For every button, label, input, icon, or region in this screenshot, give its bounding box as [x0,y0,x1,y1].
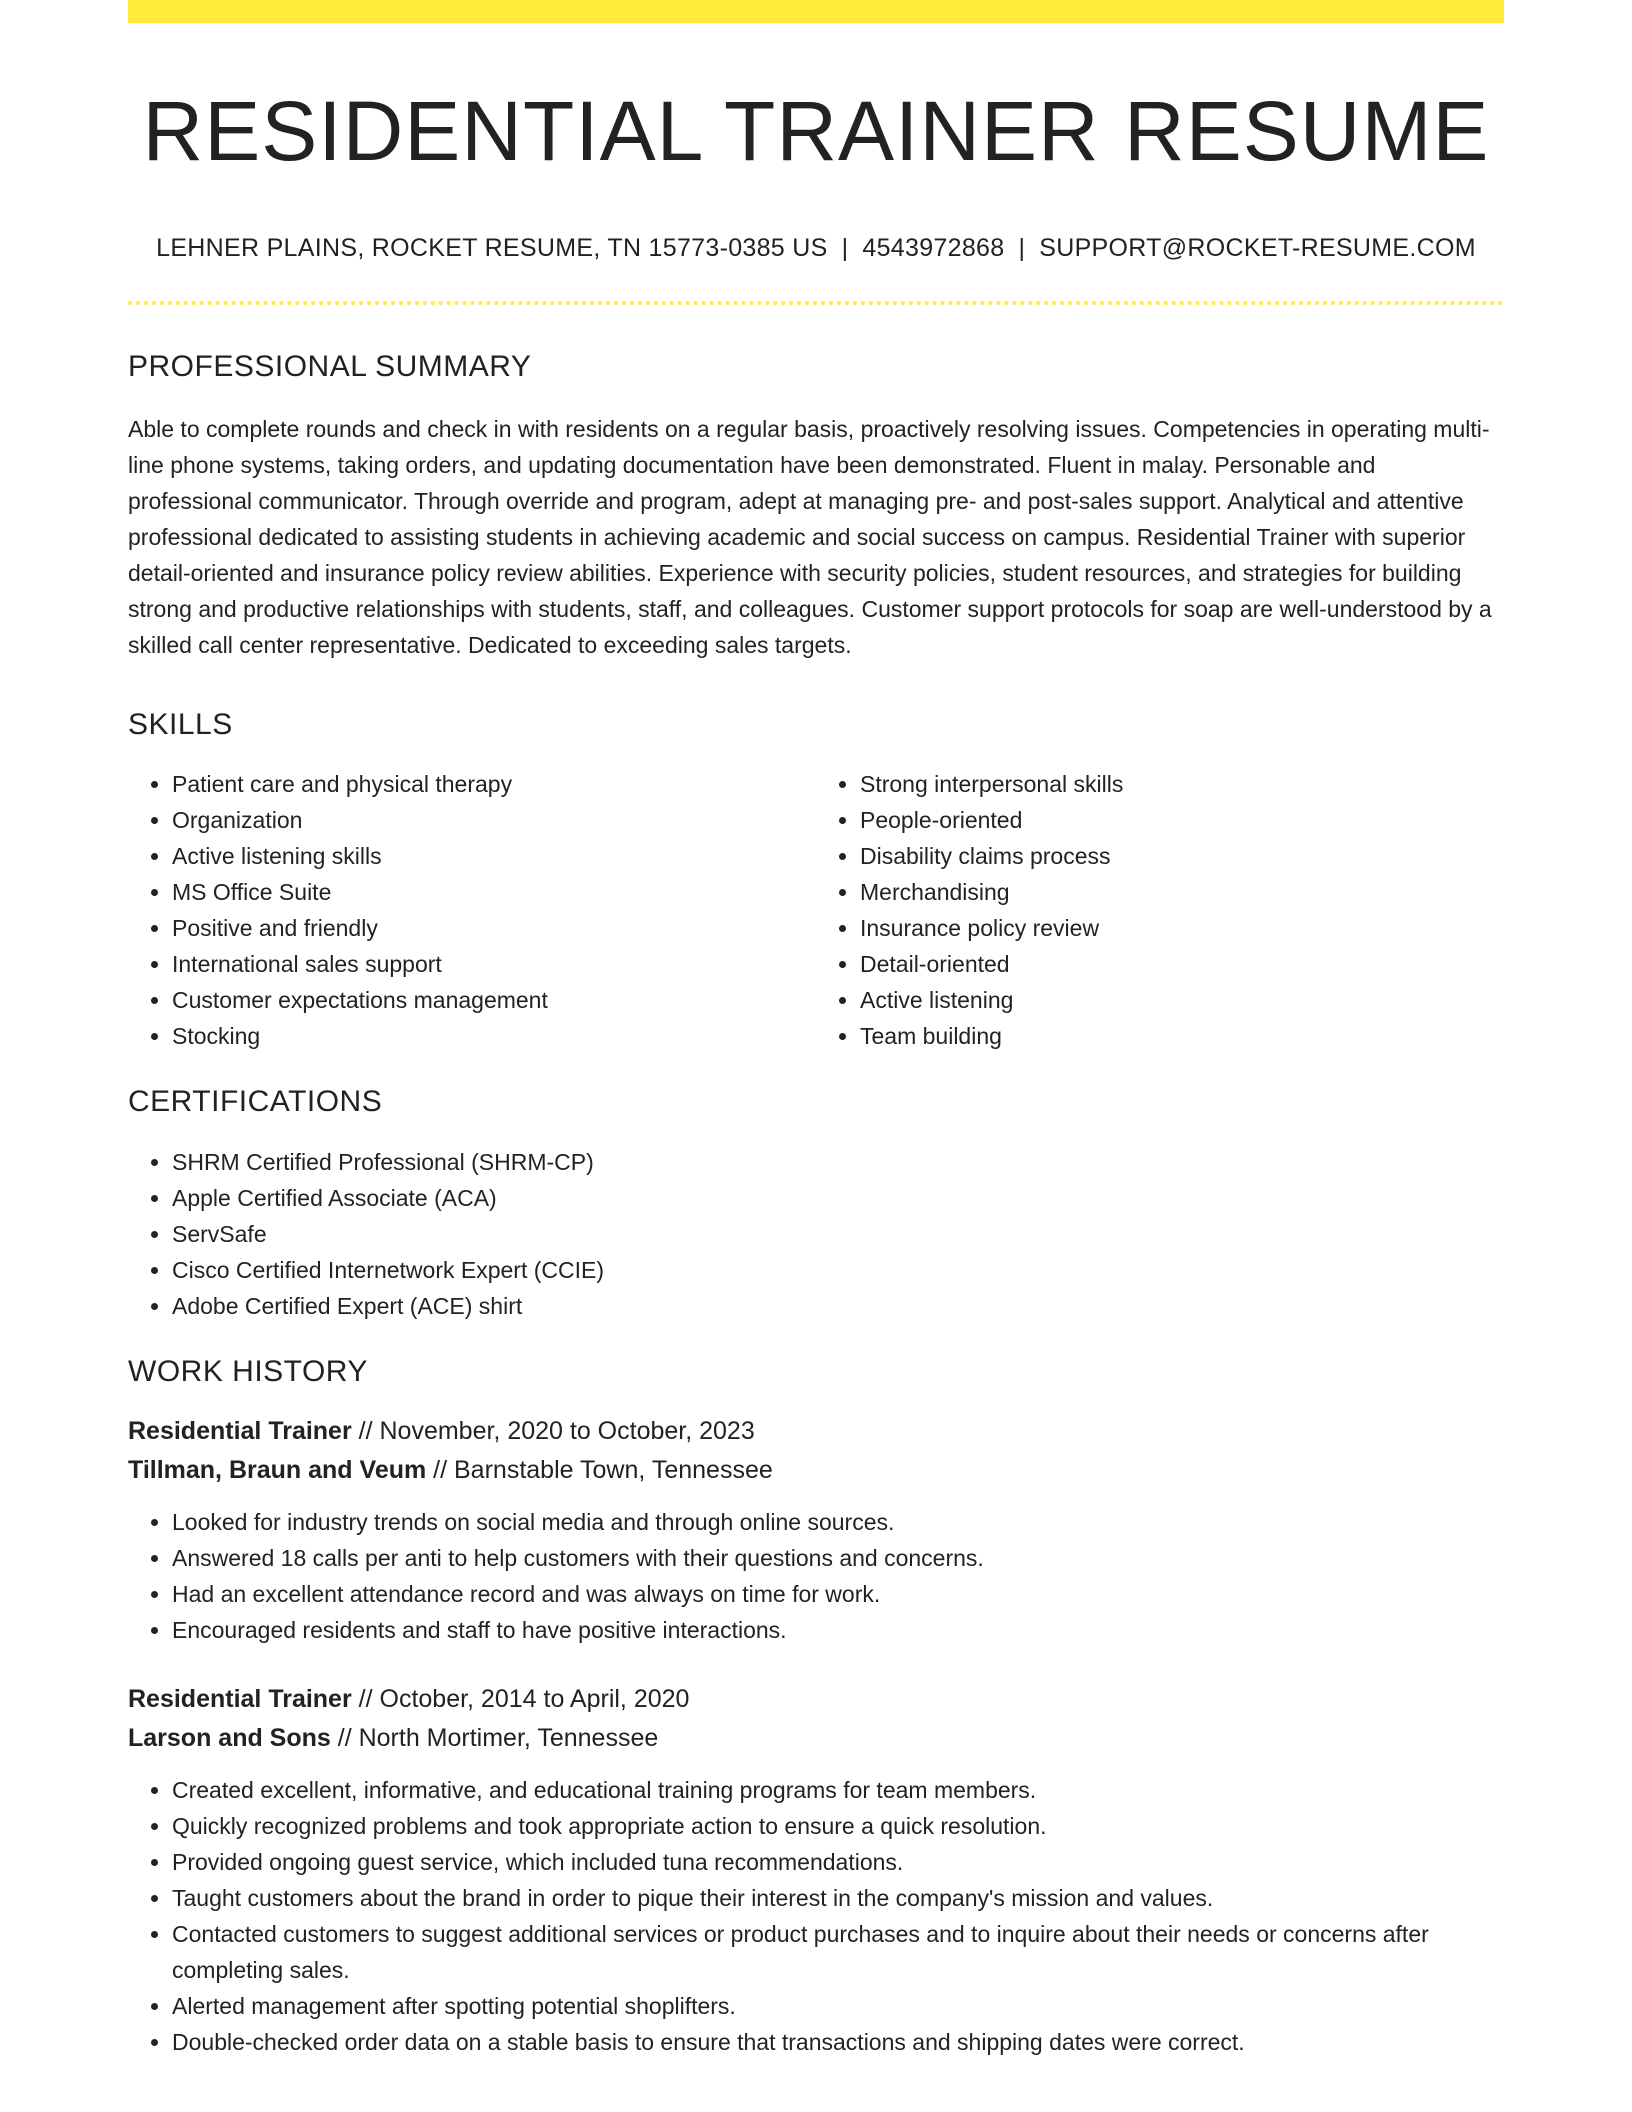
certifications-list [128,1144,1504,1324]
job-duty-item: • Looked for industry trends on social media and through online sources. [172,1504,1504,1540]
skill-item: • Merchandising [860,874,1504,910]
dotted-divider [128,301,1504,305]
job-dates: // October, 2014 to April, 2020 [358,1685,690,1714]
skills-list-left [128,766,816,1054]
job-entry [128,1680,1504,2060]
top-accent-bar [128,0,1504,23]
job-duty-item: • Taught customers about the brand in order to pique their interest in the company's mission and values. [172,1880,1504,1916]
job-duty-item: • Encouraged residents and staff to have positive interactions. [172,1612,1504,1648]
job-duty-item: • Created excellent, informative, and educational training programs for team members. [172,1772,1504,1808]
job-duty-item: • Contacted customers to suggest additional services or product purchases and to inquire about their needs or concerns after completing sales. [172,1916,1504,1988]
job-company-line [128,1451,1504,1490]
skill-item: • Active listening [860,982,1504,1018]
job-role: Residential Trainer [128,1417,352,1446]
skill-item: • Customer expectations management [172,982,816,1018]
job-location: // North Mortimer, Tennessee [337,1724,659,1753]
page-title: RESIDENTIAL TRAINER RESUME [142,84,1490,178]
summary-text: Able to complete rounds and check in with residents on a regular basis, proactively resolving issues. Competencies in operating multi-line phone systems, taking orders, and updating documentation have been demonstrated. Fluent in malay. Personable and professional communicator. Through override and program, adept at managing pre- and post-sales support. Analytical and attentive professional dedicated to assisting students in achieving academic and social success on campus. Residential Trainer with superior detail-oriented and insurance policy review abilities. Experience with security policies, student resources, and strategies for building strong and productive relationships with students, staff, and colleagues. Customer support protocols for soap are well-understood by a skilled call center representative. Dedicated to exceeding sales targets. [128,416,1492,659]
job-location: // Barnstable Town, Tennessee [433,1456,773,1485]
job-duty-item: • Quickly recognized problems and took appropriate action to ensure a quick resolution. [172,1808,1504,1844]
job-dates: // November, 2020 to October, 2023 [358,1417,755,1446]
certification-item: • SHRM Certified Professional (SHRM-CP) [172,1144,1504,1180]
job-title-line [128,1680,1504,1719]
certifications-heading: CERTIFICATIONS [128,1085,383,1119]
job-duty-item: • Provided ongoing guest service, which included tuna recommendations. [172,1844,1504,1880]
skill-item: • Insurance policy review [860,910,1504,946]
contact-line [128,233,1504,263]
job-duty-item: • Alerted management after spotting potential shoplifters. [172,1988,1504,2024]
job-duties-list [128,1772,1504,2060]
contact-separator: | [1018,234,1026,263]
skills-list-right [816,766,1504,1054]
contact-phone: 4543972868 [862,234,1005,263]
resume-page [128,0,1504,2060]
contact-email: SUPPORT@ROCKET-RESUME.COM [1039,234,1476,263]
skill-item: • Patient care and physical therapy [172,766,816,802]
job-company: Tillman, Braun and Veum [128,1456,427,1485]
job-duty-item: • Double-checked order data on a stable basis to ensure that transactions and shipping dates were correct. [172,2024,1504,2060]
skill-item: • People-oriented [860,802,1504,838]
skill-item: • Positive and friendly [172,910,816,946]
skill-item: • Detail-oriented [860,946,1504,982]
skill-item: • Organization [172,802,816,838]
job-company-line [128,1719,1504,1758]
skill-item: • Team building [860,1018,1504,1054]
skills-columns [128,766,1504,1054]
contact-address: LEHNER PLAINS, ROCKET RESUME, TN 15773-0385 US [156,234,828,263]
skills-heading: SKILLS [128,708,233,742]
certification-item: • Adobe Certified Expert (ACE) shirt [172,1288,1504,1324]
skill-item: • MS Office Suite [172,874,816,910]
job-company: Larson and Sons [128,1724,331,1753]
job-duty-item: • Had an excellent attendance record and was always on time for work. [172,1576,1504,1612]
job-title-line [128,1412,1504,1451]
skill-item: • Disability claims process [860,838,1504,874]
contact-separator: | [841,234,849,263]
skill-item: • Strong interpersonal skills [860,766,1504,802]
summary-heading: PROFESSIONAL SUMMARY [128,350,532,384]
certification-item: • ServSafe [172,1216,1504,1252]
job-role: Residential Trainer [128,1685,352,1714]
job-duty-item: • Answered 18 calls per anti to help customers with their questions and concerns. [172,1540,1504,1576]
skill-item: • Stocking [172,1018,816,1054]
skill-item: • International sales support [172,946,816,982]
job-duties-list [128,1504,1504,1648]
job-entry [128,1412,1504,1648]
work-history-heading: WORK HISTORY [128,1355,368,1389]
certification-item: • Cisco Certified Internetwork Expert (CCIE) [172,1252,1504,1288]
skill-item: • Active listening skills [172,838,816,874]
certification-item: • Apple Certified Associate (ACA) [172,1180,1504,1216]
